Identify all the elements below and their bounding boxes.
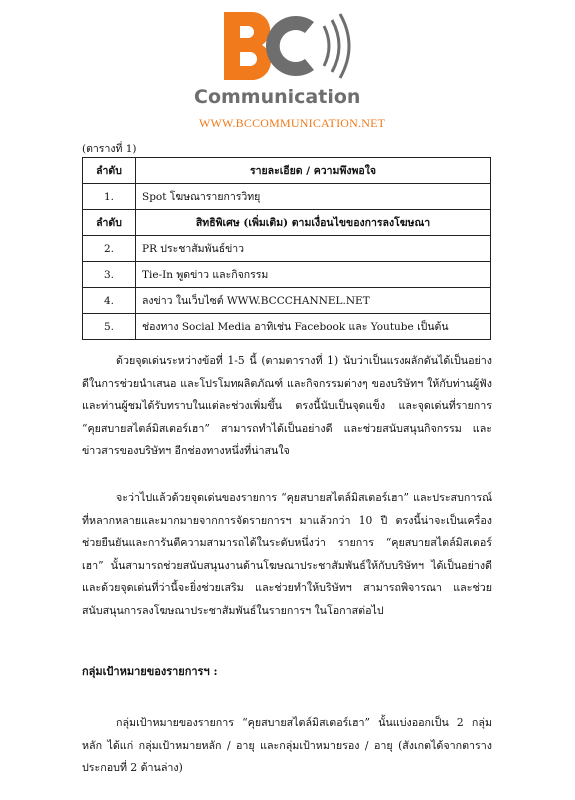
header2-col-order: ลำดับ [83, 210, 136, 236]
header-col-detail: รายละเอียด / ความพึงพอใจ [136, 158, 491, 184]
header2-col-detail: สิทธิพิเศษ (เพิ่มเติม) ตามเงื่อนไขของการลงโฆษณา [136, 210, 491, 236]
paragraph-2 [82, 487, 492, 623]
table-header-row [83, 158, 491, 184]
header-col-order: ลำดับ [83, 158, 136, 184]
table-row [83, 288, 491, 314]
row-text: ลงข่าว ในเว็บไซต์ WWW.BCCCHANNEL.NET [136, 288, 491, 314]
row-number: 1. [83, 184, 136, 210]
table-row [83, 262, 491, 288]
brand-name: Communication [194, 86, 361, 108]
row-number: 5. [83, 314, 136, 340]
bc-logo-mark-icon [190, 8, 370, 88]
paragraph-3-text: กลุ่มเป้าหมายของรายการ “คุยสบายสไตล์มิสเตอร์เฮา” นั้นแบ่งออกเป็น 2 กลุ่มหลัก ได้แก่ กลุ่มเป้าหมายหลัก / อายุ และกลุ่มเป้าหมายรอง / อายุ (สังเกตได้จากตารางประกอบที่ 2 ด้านล่าง) [82, 716, 492, 775]
brand-url: WWW.BCCOMMUNICATION.NET [199, 116, 386, 130]
logo [0, 0, 575, 140]
table-row [83, 314, 491, 340]
row-text: PR ประชาสัมพันธ์ข่าว [136, 236, 491, 262]
row-number: 2. [83, 236, 136, 262]
paragraph-3 [82, 712, 492, 780]
paragraph-1 [82, 350, 492, 463]
table-row [83, 236, 491, 262]
paragraph-2-text: จะว่าไปแล้วด้วยจุดเด่นของรายการ “คุยสบายสไตล์มิสเตอร์เฮา” และประสบการณ์ที่หลากหลายและมากมายจากการจัดรายการฯ มาแล้วกว่า 10 ปี ตรงนี้น่าจะเป็นเครื่องช่วยยืนยันและการันตีความสามารถได้ในระดับหนึ่งว่า รายการ “คุยสบายสไตล์มิสเตอร์เฮา” นั้นสามารถช่วยสนับสนุนงานด้านโฆษณาประชาสัมพันธ์ให้กับบริษัทฯ ได้เป็นอย่างดี และด้วยจุดเด่นที่ว่านี้จะยิ่งช่วยเสริม และช่วยทำให้บริษัทฯ สามารถพิจารณา และช่วยสนับสนุนการลงโฆษณาประชาสัมพันธ์ในรายการฯ ในโอกาสต่อไป [82, 491, 492, 617]
row-text: Spot โฆษณารายการวิทยุ [136, 184, 491, 210]
row-text: Tie-In พูดข่าว และกิจกรรม [136, 262, 491, 288]
row-number: 3. [83, 262, 136, 288]
section-heading: กลุ่มเป้าหมายของรายการฯ : [82, 665, 218, 678]
paragraph-1-text: ด้วยจุดเด่นระหว่างข้อที่ 1-5 นี้ (ตามตารางที่ 1) นับว่าเป็นแรงผลักดันได้เป็นอย่างดีในการช่วยนำเสนอ และโปรโมทผลิตภัณฑ์ และกิจกรรมต่างๆ ของบริษัทฯ ให้กับท่านผู้ฟัง และท่านผู้ชมได้รับทราบในแต่ละช่วงเพิ่มขึ้น ตรงนี้นับเป็นจุดแข็ง และจุดเด่นที่รายการ “คุยสบายสไตล์มิสเตอร์เฮา” สามารถทำได้เป็นอย่างดี และช่วยสนับสนุนกิจกรรม และข่าวสารของบริษัทฯ อีกช่องทางหนึ่งที่น่าสนใจ [82, 354, 492, 458]
table-row [83, 184, 491, 210]
row-number: 4. [83, 288, 136, 314]
benefits-table [82, 157, 491, 340]
table-caption: (ตารางที่ 1) [82, 143, 137, 155]
row-text: ช่องทาง Social Media อาทิเช่น Facebook และ Youtube เป็นต้น [136, 314, 491, 340]
table-header-row-2 [83, 210, 491, 236]
